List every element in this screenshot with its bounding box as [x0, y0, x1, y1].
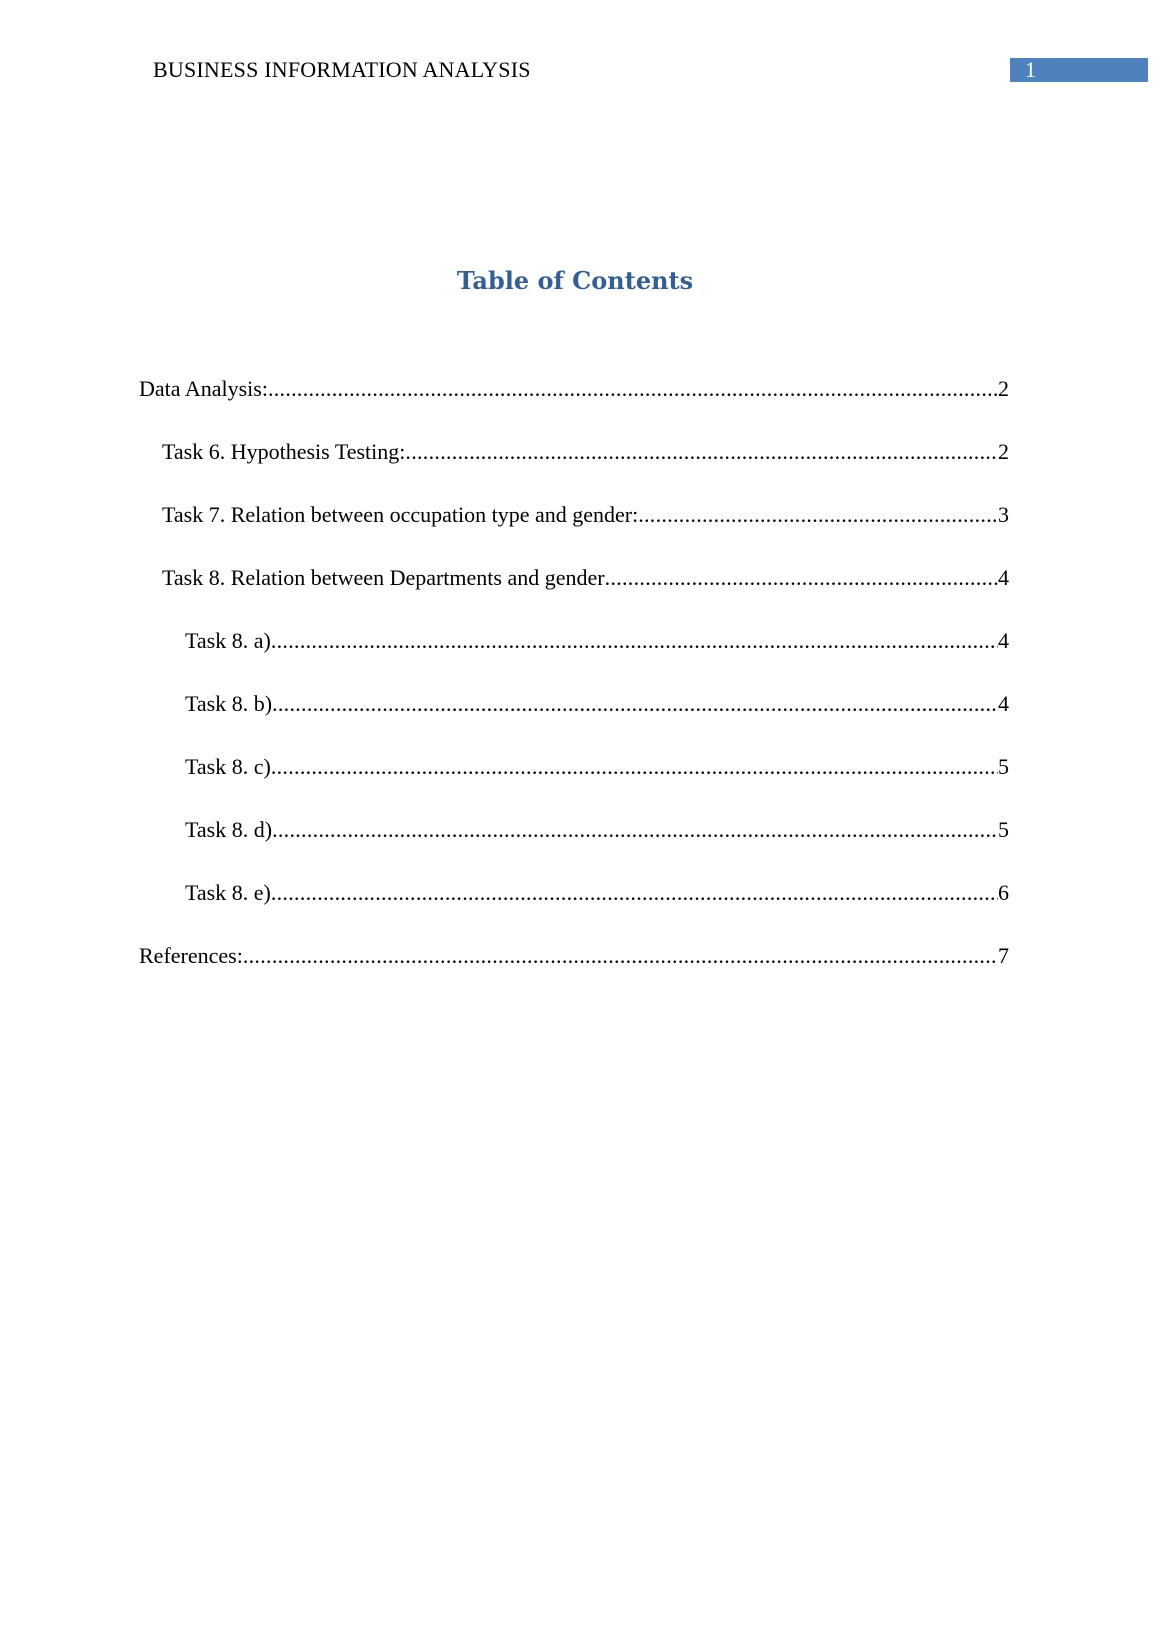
toc-entry-task-8a[interactable]: [185, 626, 1009, 689]
toc-entry-label: Data Analysis:: [139, 376, 268, 401]
toc-entry-page: 6: [998, 880, 1009, 905]
toc-entry-page: 5: [998, 754, 1009, 779]
toc-entry-label: Task 6. Hypothesis Testing:: [162, 439, 406, 464]
toc-entry-label: Task 8. d): [185, 817, 273, 842]
toc-dot-leader: [272, 815, 998, 845]
toc-entry-task-8c[interactable]: [185, 752, 1009, 815]
toc-entry-page: 2: [998, 439, 1009, 464]
toc-list: [0, 374, 1158, 1004]
toc-title: Table of Contents: [456, 266, 694, 295]
toc-entry-label: Task 8. b): [185, 691, 273, 716]
page-number-badge: [1010, 58, 1148, 82]
toc-entry-task-8e[interactable]: [185, 878, 1009, 941]
toc-entry-references[interactable]: [139, 941, 1009, 1004]
toc-dot-leader: [605, 563, 998, 593]
toc-dot-leader: [271, 626, 998, 656]
toc-dot-leader: [268, 374, 998, 404]
toc-entry-data-analysis[interactable]: [139, 374, 1009, 437]
toc-dot-leader: [243, 941, 998, 971]
toc-entry-label: References:: [139, 943, 243, 968]
toc-entry-task-8b[interactable]: [185, 689, 1009, 752]
toc-dot-leader: [638, 500, 998, 530]
toc-entry-page: 3: [998, 502, 1009, 527]
toc-entry-page: 4: [998, 565, 1009, 590]
toc-entry-task-6[interactable]: [162, 437, 1009, 500]
toc-entry-label: Task 8. a): [185, 628, 271, 653]
toc-entry-page: 4: [998, 628, 1009, 653]
toc-entry-page: 7: [998, 943, 1009, 968]
toc-entry-label: Task 8. Relation between Departments and gender: [162, 565, 605, 590]
toc-dot-leader: [271, 752, 998, 782]
toc-entry-page: 4: [998, 691, 1009, 716]
toc-entry-page: 5: [998, 817, 1009, 842]
toc-entry-task-8[interactable]: [162, 563, 1009, 626]
toc-entry-label: Task 8. e): [185, 880, 271, 905]
toc-entry-task-7[interactable]: [162, 500, 1009, 563]
toc-dot-leader: [271, 878, 998, 908]
toc-entry-label: Task 8. c): [185, 754, 271, 779]
toc-dot-leader: [405, 437, 998, 467]
toc-entry-task-8d[interactable]: [185, 815, 1009, 878]
page-number: 1: [1025, 57, 1036, 82]
toc-entry-page: 2: [998, 376, 1009, 401]
toc-entry-label: Task 7. Relation between occupation type and gender:: [162, 502, 639, 527]
running-header-title: BUSINESS INFORMATION ANALYSIS: [153, 57, 531, 82]
toc-dot-leader: [272, 689, 998, 719]
